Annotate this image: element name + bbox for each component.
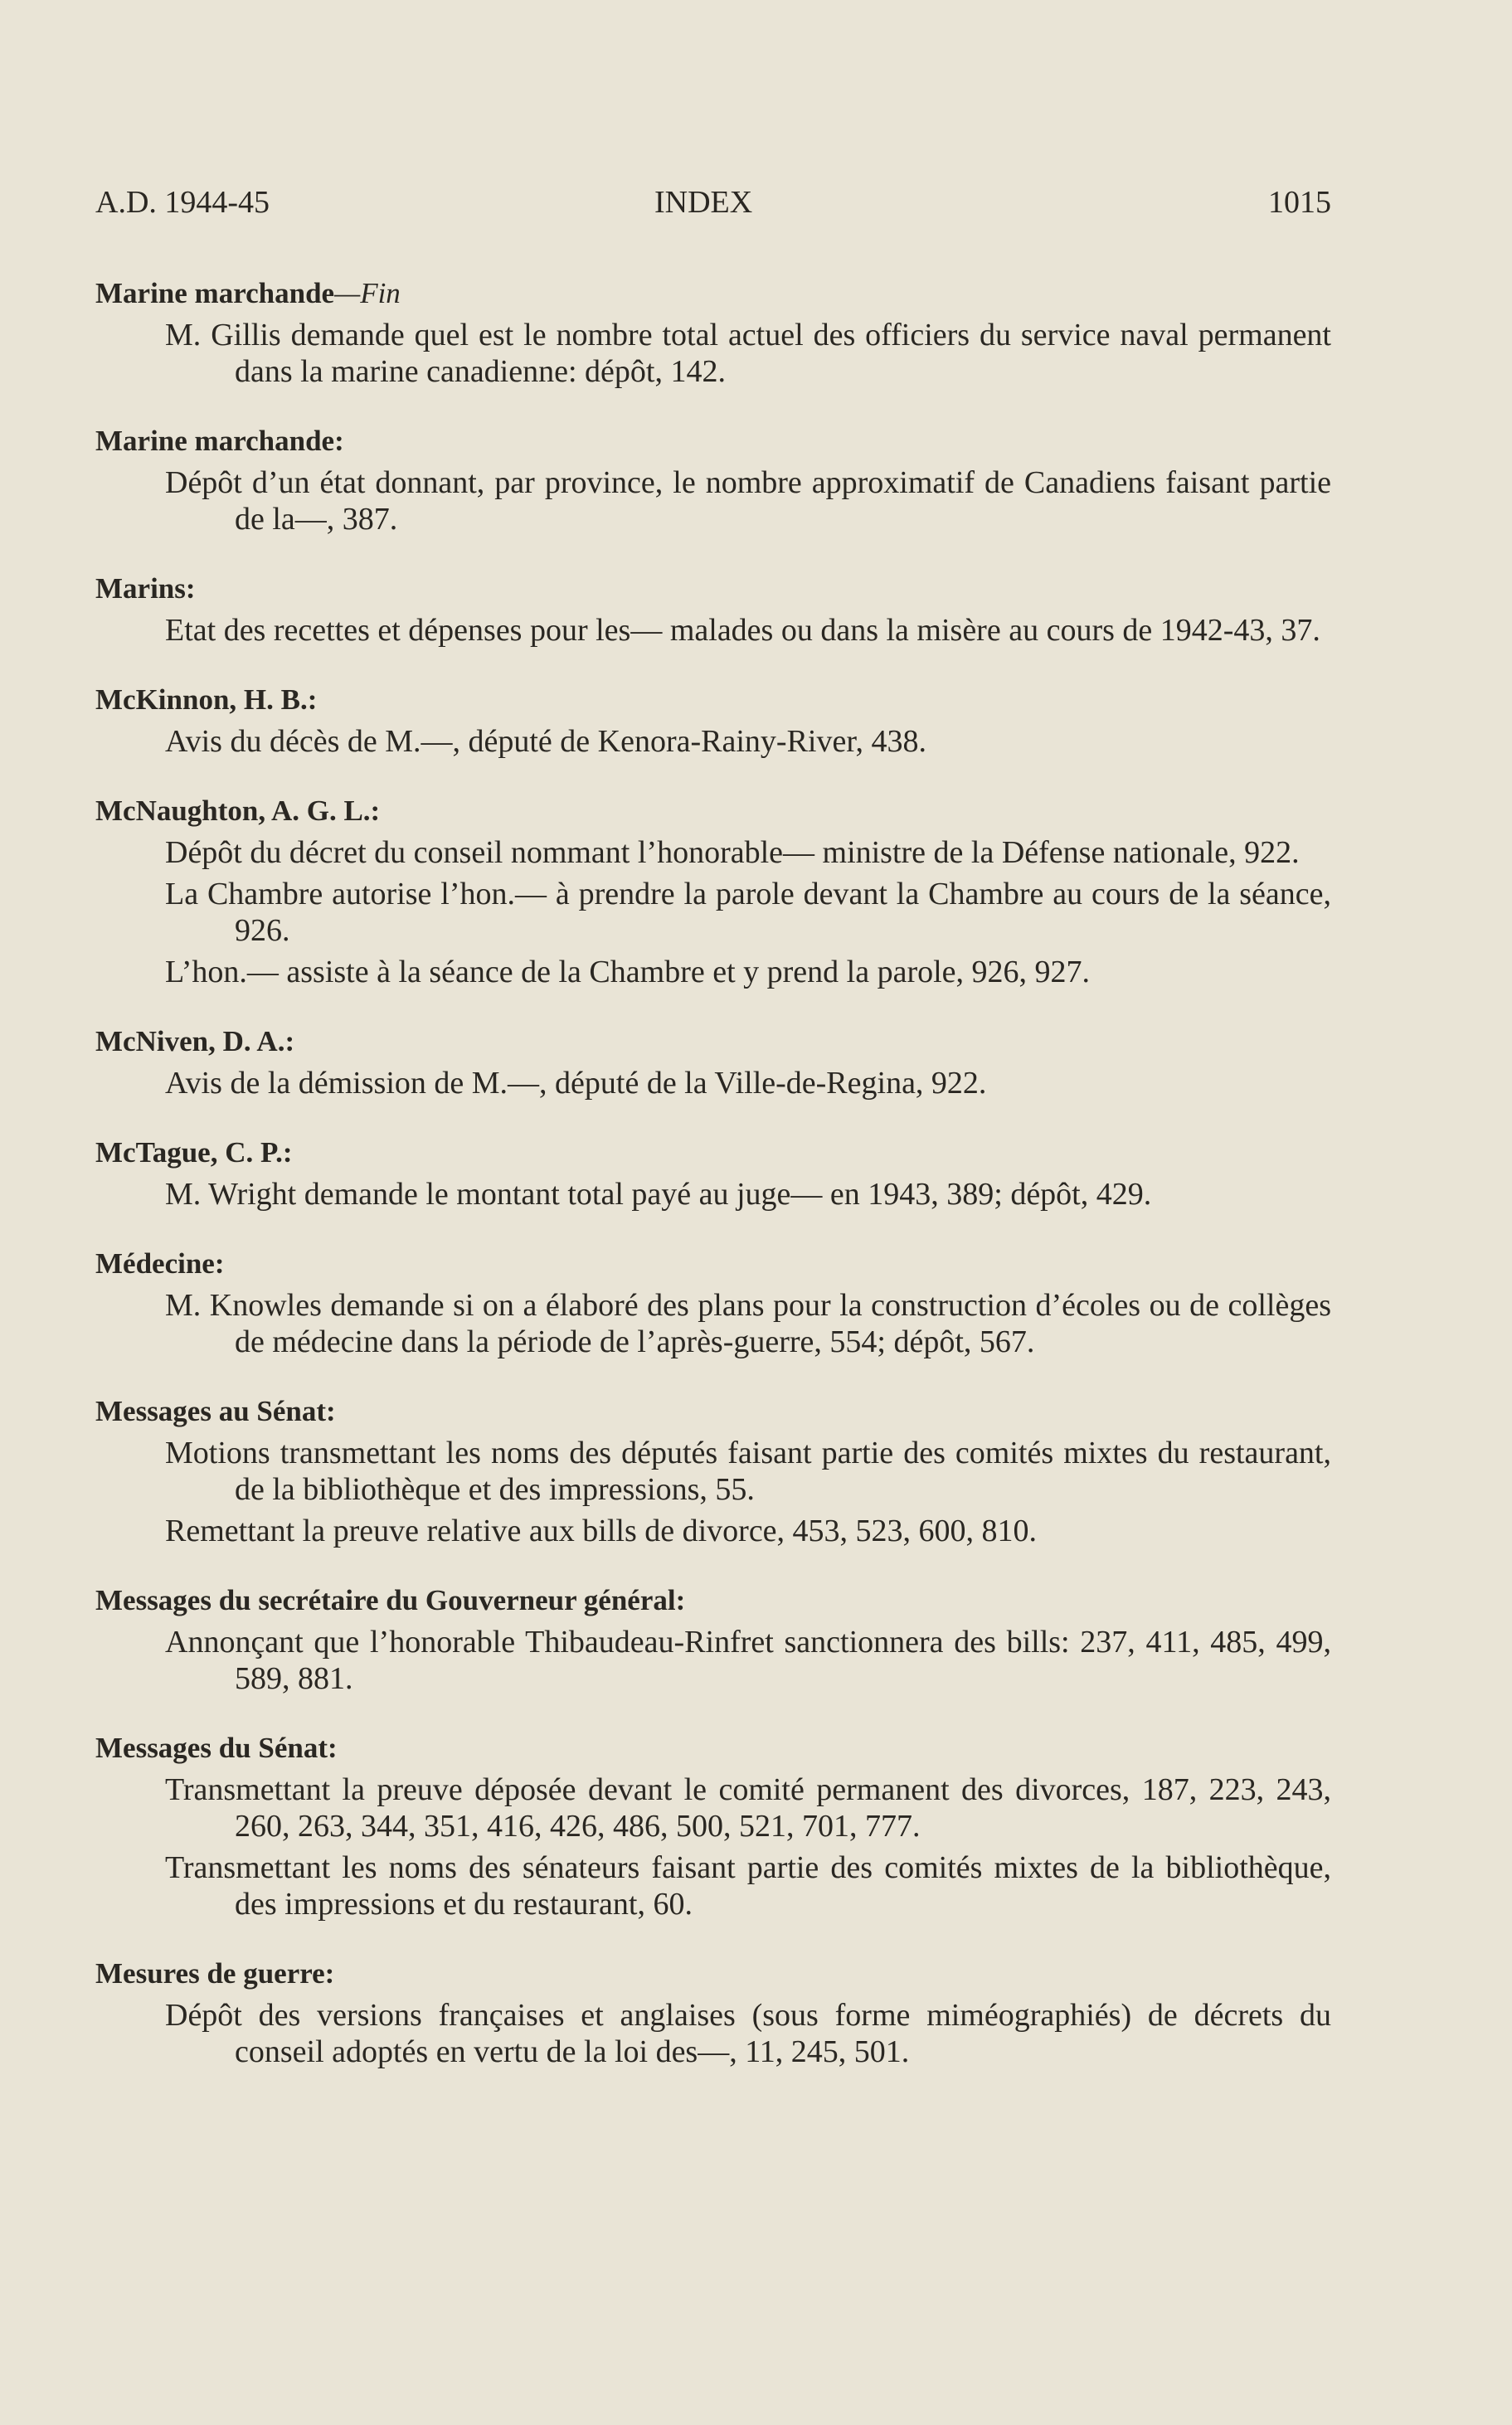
page-header: [95, 184, 1331, 226]
entry-heading-continuation: —Fin: [334, 277, 401, 309]
index-entry: [95, 423, 1331, 537]
index-entry: [95, 1023, 1331, 1101]
entry-heading-text: Mesures de guerre:: [95, 1957, 335, 1990]
index-entry: [95, 1956, 1331, 2070]
sub-entry: Avis de la démission de M.—, député de la Ville-de-Regina, 922.: [165, 1066, 987, 1101]
sub-entry: Transmettant les noms des sénateurs faisant partie des comités mixtes de la bibliothèque, des impressions et du restaurant, 60.: [165, 1850, 1331, 1922]
entry-heading: [95, 1393, 1331, 1430]
entry-heading-text: McTague, C. P.:: [95, 1136, 293, 1169]
index-entry: [95, 1393, 1331, 1549]
entry-heading: [95, 1023, 1331, 1060]
index-entry: [95, 682, 1331, 760]
entry-heading: [95, 1246, 1331, 1282]
entry-heading-text: McNiven, D. A.:: [95, 1025, 295, 1057]
entry-heading-text: Messages du Sénat:: [95, 1732, 338, 1764]
entry-heading: [95, 1730, 1331, 1767]
index-entry: [95, 793, 1331, 990]
index-body: [95, 275, 1331, 2103]
entry-heading-text: Messages du secrétaire du Gouverneur général:: [95, 1584, 686, 1616]
entry-heading-text: Marine marchande:: [95, 425, 344, 457]
index-entry: [95, 571, 1331, 649]
sub-entry: Etat des recettes et dépenses pour les— malades ou dans la misère au cours de 1942-43, 37.: [165, 613, 1320, 648]
header-session: A.D. 1944-45: [95, 185, 270, 220]
entry-heading: [95, 682, 1331, 718]
page-number: 1015: [1268, 185, 1331, 220]
sub-entry: M. Wright demande le montant total payé au juge— en 1943, 389; dépôt, 429.: [165, 1177, 1152, 1212]
sub-entry: Dépôt des versions françaises et anglaises (sous forme miméographiés) de décrets du conseil adoptés en vertu de la loi des—, 11, 245, 501.: [165, 1998, 1331, 2069]
sub-entry: M. Knowles demande si on a élaboré des plans pour la construction d’écoles ou de collèges de médecine dans la période de l’après-guerre, 554; dépôt, 567.: [165, 1288, 1331, 1359]
entry-heading-text: Médecine:: [95, 1247, 225, 1280]
entry-heading: [95, 275, 1331, 312]
index-entry: [95, 1135, 1331, 1212]
index-entry: [95, 1246, 1331, 1360]
sub-entry: L’hon.— assiste à la séance de la Chambre et y prend la parole, 926, 927.: [165, 955, 1091, 989]
entry-heading: [95, 1135, 1331, 1171]
entry-heading-text: Messages au Sénat:: [95, 1395, 336, 1427]
entry-heading: [95, 1582, 1331, 1619]
entry-heading: [95, 793, 1331, 829]
sub-entry: Remettant la preuve relative aux bills de divorce, 453, 523, 600, 810.: [165, 1514, 1038, 1548]
header-title: INDEX: [654, 185, 753, 220]
entry-heading: [95, 423, 1331, 459]
sub-entry: Motions transmettant les noms des députés faisant partie des comités mixtes du restaurant, de la bibliothèque et des impressions, 55.: [165, 1436, 1331, 1507]
sub-entry: Avis du décès de M.—, député de Kenora-Rainy-River, 438.: [165, 724, 926, 759]
sub-entry: Dépôt du décret du conseil nommant l’honorable— ministre de la Défense nationale, 922.: [165, 835, 1300, 870]
sub-entry: M. Gillis demande quel est le nombre total actuel des officiers du service naval permanent dans la marine canadienne: dépôt, 142.: [165, 318, 1331, 389]
entry-heading-text: Marine marchande: [95, 277, 335, 309]
index-entry: [95, 1730, 1331, 1922]
sub-entry: Dépôt d’un état donnant, par province, le nombre approximatif de Canadiens faisant partie de la—, 387.: [165, 465, 1331, 537]
sub-entry: La Chambre autorise l’hon.— à prendre la parole devant la Chambre au cours de la séance, 926.: [165, 877, 1331, 948]
entry-heading-text: McNaughton, A. G. L.:: [95, 795, 381, 827]
sub-entry: Transmettant la preuve déposée devant le comité permanent des divorces, 187, 223, 243, 260, 263, 344, 351, 416, 426, 486, 500, 521, 701, 777.: [165, 1772, 1331, 1844]
index-entry: [95, 275, 1331, 390]
entry-heading-text: Marins:: [95, 572, 196, 605]
entry-heading: [95, 1956, 1331, 1992]
entry-heading-text: McKinnon, H. B.:: [95, 683, 318, 716]
index-entry: [95, 1582, 1331, 1697]
sub-entry: Annonçant que l’honorable Thibaudeau-Rinfret sanctionnera des bills: 237, 411, 485, 499, 589, 881.: [165, 1625, 1331, 1696]
entry-heading: [95, 571, 1331, 607]
